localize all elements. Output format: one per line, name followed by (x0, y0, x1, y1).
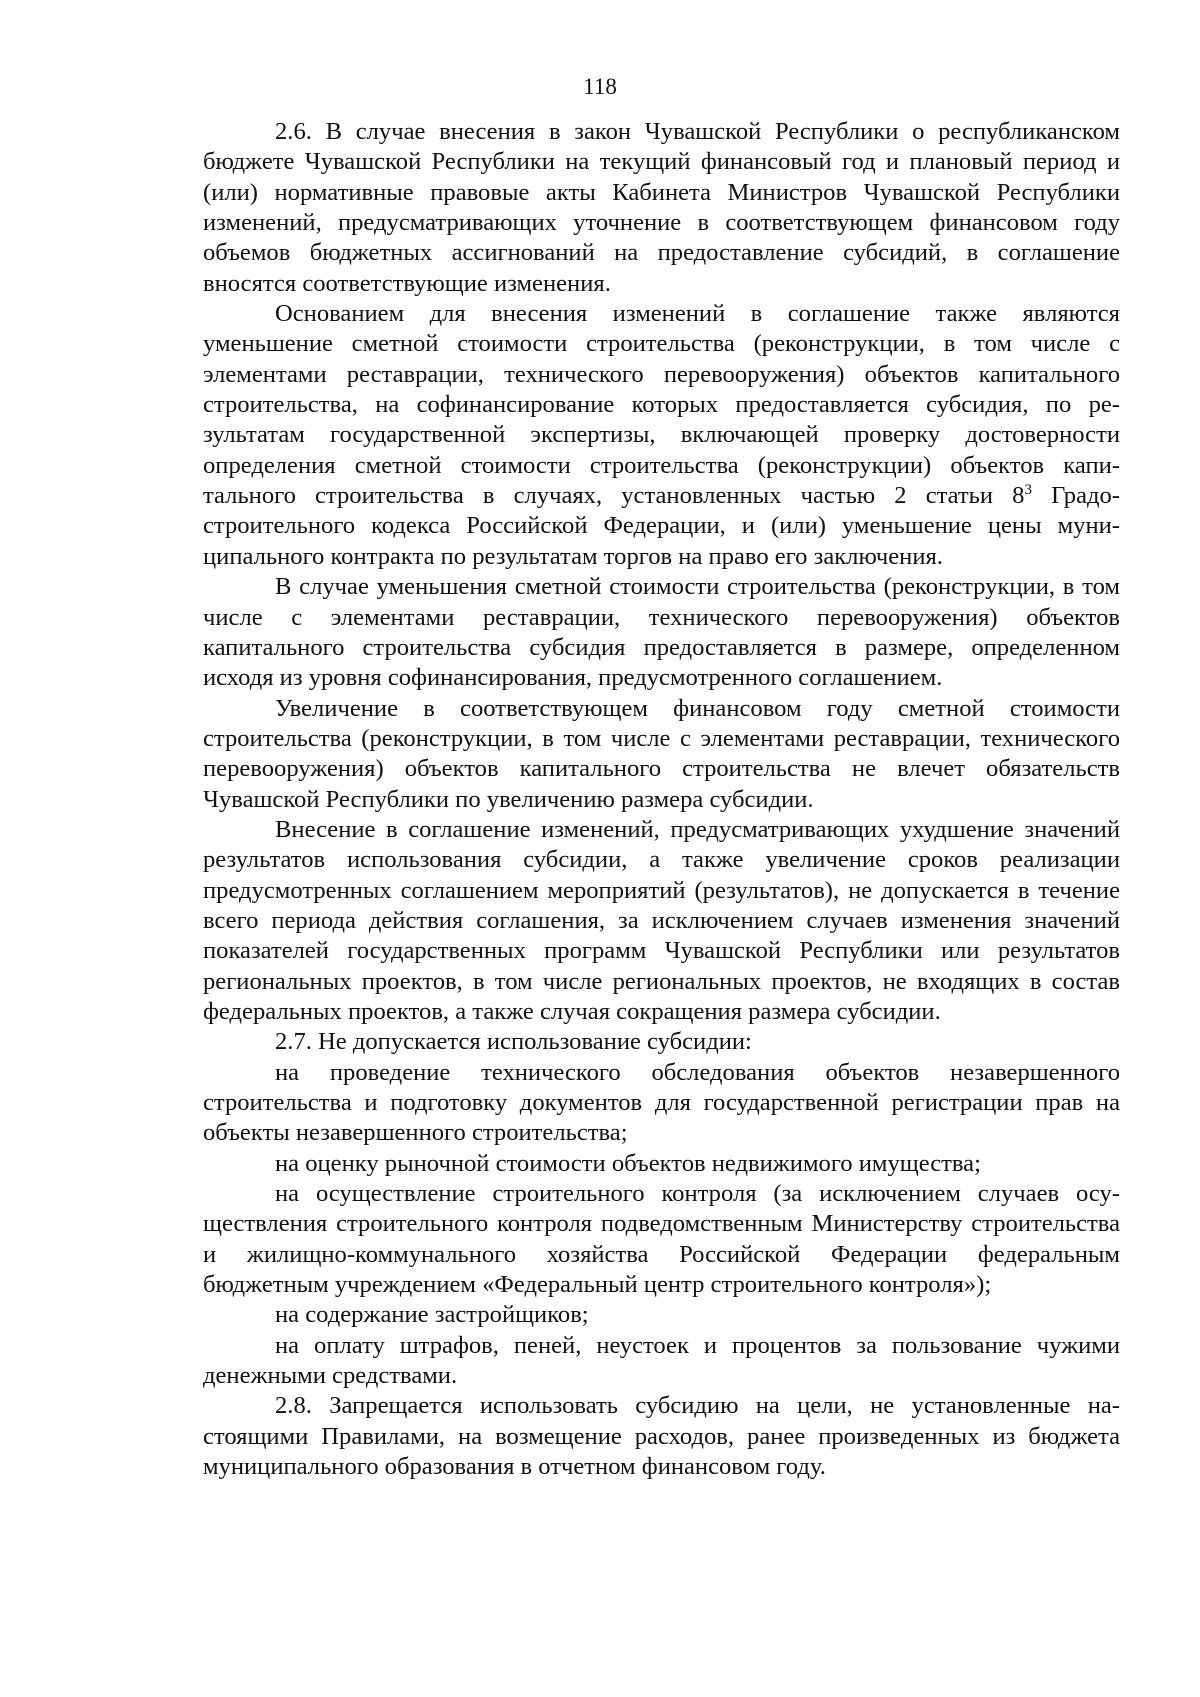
article-superscript: 3 (1024, 481, 1032, 498)
paragraph-amendment-grounds-text-end: Градостроительного кодекса Российской Федерации, и (или) уменьшение цены муниципального контракта по результатам торгов на право его заключения. (203, 482, 1120, 570)
paragraph-2-7: 2.7. Не допускается использование субсидии: (275, 1028, 752, 1056)
page-number: 118 (583, 74, 617, 99)
list-item-fines-payment: на оплату штрафов, пеней, неустоек и процентов за пользование чужими денежными средствами. (203, 1331, 1120, 1390)
paragraph-2-8: 2.8. Запрещается использовать субсидию на цели, не установленные настоящими Правилами, на возмещение расходов, ранее произведенных из бюджета муниципального образования в отчетном финансовом году. (203, 1392, 1120, 1481)
paragraph-cost-increase: Увеличение в соответствующем финансовом году сметной стоимости строительства (реконструкции, в том числе с элементами реставрации, технического перевооружения) объектов капитального строительства не влечет обязательств Чувашской Республики по увеличению размера субсидии. (203, 694, 1120, 813)
list-item-developers-maintenance: на содержание застройщиков; (275, 1301, 589, 1329)
paragraph-amendment-restrictions: Внесение в соглашение изменений, предусматривающих ухудшение значений результатов использования субсидии, а также увеличение сроков реализации предусмотренных соглашением мероприятий (результатов), не допускается в течение всего периода действия соглашения, за исключением случаев изменения значений показателей государственных программ Чувашской Республики или результатов региональных проектов, в том числе региональных проектов, не входящих в состав федеральных проектов, а также случая сокращения размера субсидии. (203, 815, 1120, 1025)
paragraph-cost-reduction: В случае уменьшения сметной стоимости строительства (реконструкции, в том числе с элементами реставрации, технического перевооружения) объектов капитального строительства субсидия предоставляется в размере, определенном исходя из уровня софинансирования, предусмотренного соглашением. (203, 573, 1120, 692)
list-item-market-valuation: на оценку рыночной стоимости объектов недвижимого имущества; (275, 1149, 981, 1177)
document-body (203, 117, 1120, 1482)
list-item-technical-survey: на проведение технического обследования объектов незавершенного строительства и подготовку документов для государственной регистрации прав на объекты незавершенного строительства; (203, 1058, 1120, 1147)
list-item-construction-control: на осуществление строительного контроля (за исключением случаев осуществления строительного контроля подведомственным Министерству строительства и жилищно-коммунального хозяйства Российской Федерации федеральным бюджетным учреждением «Федеральный центр строительного контроля»); (203, 1180, 1120, 1299)
paragraph-amendment-grounds (203, 299, 1120, 572)
paragraph-2-6: 2.6. В случае внесения в закон Чувашской Республики о республиканском бюджете Чувашской Республики на текущий финансовый год и плановый период и (или) нормативные правовые акты Кабинета Министров Чувашской Республики изменений, предусматривающих уточнение в соответствующем финансовом году объемов бюджетных ассигнований на предоставление субсидий, в соглашение вносятся соответствующие изменения. (203, 118, 1120, 297)
paragraph-amendment-grounds-text: Основанием для внесения изменений в соглашение также являются уменьшение сметной стоимости строительства (реконструкции, в том числе с элементами реставрации, технического перевооружения) объектов капитального строительства, на софинансирование которых предоставляется субсидия, по результатам государственной экспертизы, включающей проверку достоверности определения сметной стоимости строительства (реконструкции) объектов капитального строительства в случаях, установленных частью 2 статьи 8 (203, 300, 1120, 510)
